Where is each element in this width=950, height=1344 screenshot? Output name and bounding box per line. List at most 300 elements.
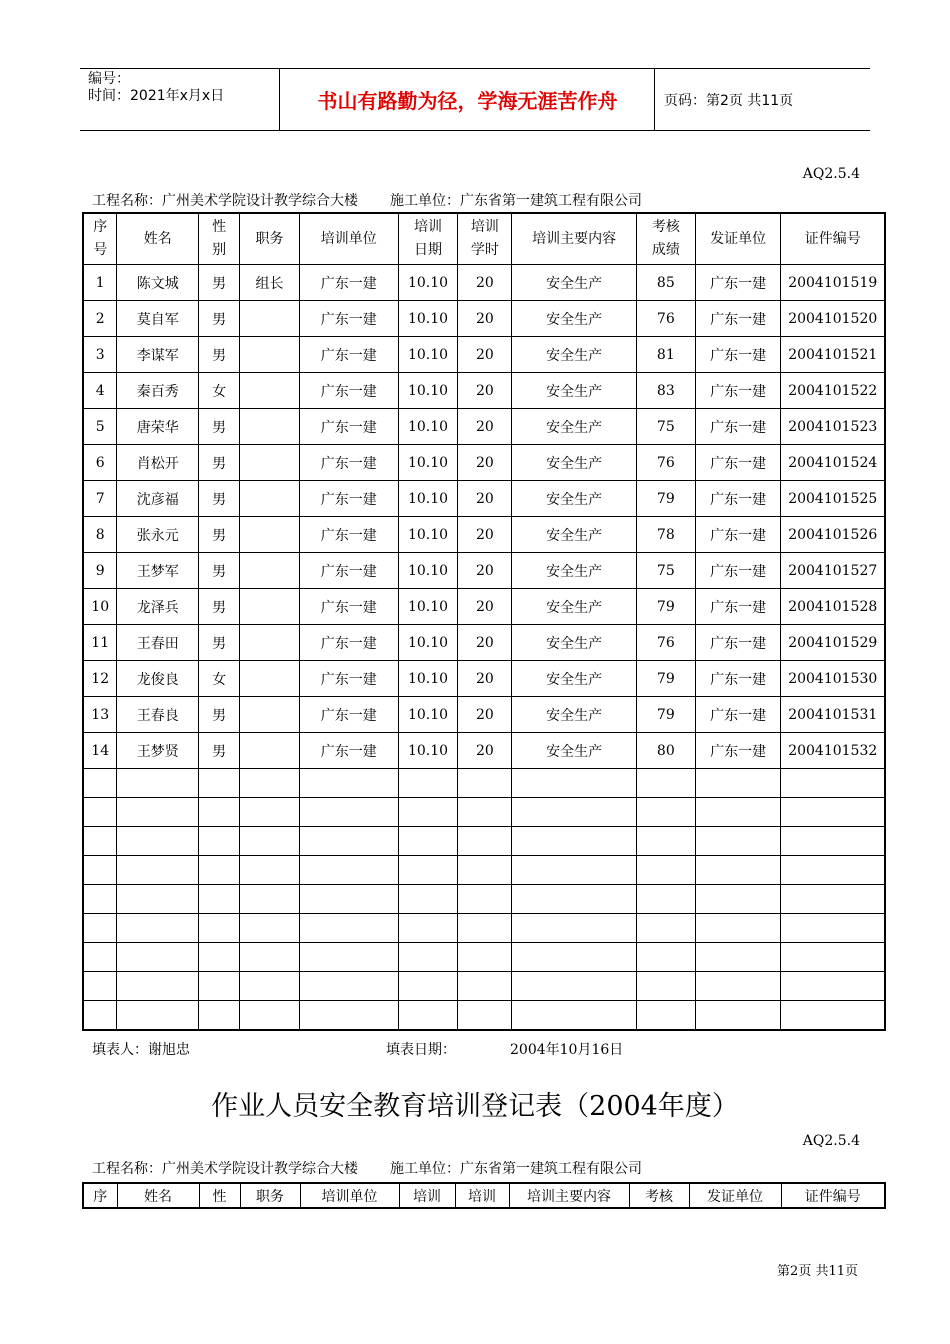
table-cell: 男 xyxy=(199,301,240,337)
training-table-2 xyxy=(82,1182,886,1209)
table-header-cell: 性 别 xyxy=(199,213,240,265)
table-cell: 安全生产 xyxy=(512,517,637,553)
table-cell: 男 xyxy=(199,481,240,517)
table-cell: 13 xyxy=(83,697,117,733)
empty-cell xyxy=(299,827,398,856)
table-cell: 2004101522 xyxy=(781,373,885,409)
empty-cell xyxy=(299,1001,398,1031)
table-cell: 20 xyxy=(458,553,512,589)
table-cell: 广东一建 xyxy=(299,661,398,697)
table-cell: 75 xyxy=(636,409,695,445)
table-cell: 20 xyxy=(458,517,512,553)
table-cell: 安全生产 xyxy=(512,301,637,337)
empty-cell xyxy=(781,856,885,885)
table-cell: 7 xyxy=(83,481,117,517)
table-cell: 安全生产 xyxy=(512,661,637,697)
empty-cell xyxy=(240,943,300,972)
table-cell: 王梦贤 xyxy=(117,733,199,769)
table-header-cell: 培训 学时 xyxy=(458,213,512,265)
empty-cell xyxy=(512,769,637,798)
empty-cell xyxy=(636,827,695,856)
empty-cell xyxy=(83,885,117,914)
table-header-cell: 发证单位 xyxy=(689,1183,781,1208)
header-motto: 书山有路勤为径，学海无涯苦作舟 xyxy=(281,69,655,130)
empty-cell xyxy=(458,798,512,827)
empty-cell xyxy=(512,798,637,827)
page-footer: 第2页 共11页 xyxy=(777,1264,858,1279)
empty-row xyxy=(83,885,885,914)
table-cell: 2004101520 xyxy=(781,301,885,337)
table-cell: 安全生产 xyxy=(512,265,637,301)
empty-row xyxy=(83,856,885,885)
empty-cell xyxy=(240,1001,300,1031)
table-cell: 20 xyxy=(458,589,512,625)
table-row xyxy=(83,445,885,481)
empty-cell xyxy=(695,769,781,798)
empty-cell xyxy=(398,827,458,856)
table-cell: 2004101526 xyxy=(781,517,885,553)
empty-cell xyxy=(398,972,458,1001)
table-cell: 广东一建 xyxy=(299,265,398,301)
empty-cell xyxy=(695,827,781,856)
table-cell: 广东一建 xyxy=(695,301,781,337)
empty-cell xyxy=(398,798,458,827)
table-cell: 广东一建 xyxy=(299,553,398,589)
empty-cell xyxy=(240,798,300,827)
table-cell: 广东一建 xyxy=(695,589,781,625)
empty-cell xyxy=(781,972,885,1001)
table-cell: 2004101531 xyxy=(781,697,885,733)
empty-cell xyxy=(512,1001,637,1031)
empty-cell xyxy=(636,972,695,1001)
table-cell: 20 xyxy=(458,661,512,697)
table-cell: 女 xyxy=(199,373,240,409)
table-cell: 2004101529 xyxy=(781,625,885,661)
table-header-cell: 培训主要内容 xyxy=(509,1183,629,1208)
table-cell: 王梦军 xyxy=(117,553,199,589)
project-line-2 xyxy=(92,1158,642,1178)
empty-cell xyxy=(199,972,240,1001)
empty-cell xyxy=(199,798,240,827)
table-cell: 10.10 xyxy=(398,445,458,481)
table-cell: 广东一建 xyxy=(299,409,398,445)
table-row xyxy=(83,409,885,445)
table-cell: 10.10 xyxy=(398,733,458,769)
table-cell: 广东一建 xyxy=(695,625,781,661)
section-title: 作业人员安全教育培训登记表（2004年度） xyxy=(211,1091,739,1122)
empty-cell xyxy=(512,885,637,914)
empty-cell xyxy=(695,943,781,972)
table-cell: 安全生产 xyxy=(512,409,637,445)
table-cell xyxy=(240,661,300,697)
table-cell: 83 xyxy=(636,373,695,409)
table-cell: 女 xyxy=(199,661,240,697)
empty-cell xyxy=(299,972,398,1001)
empty-cell xyxy=(83,914,117,943)
empty-cell xyxy=(240,769,300,798)
table-row xyxy=(83,481,885,517)
empty-cell xyxy=(117,972,199,1001)
table-cell: 广东一建 xyxy=(695,661,781,697)
table-cell: 79 xyxy=(636,481,695,517)
empty-row xyxy=(83,1001,885,1031)
table-cell: 男 xyxy=(199,589,240,625)
table-cell xyxy=(240,301,300,337)
table-cell: 5 xyxy=(83,409,117,445)
table-cell: 唐荣华 xyxy=(117,409,199,445)
table-header-cell: 培训 xyxy=(455,1183,509,1208)
table-cell: 75 xyxy=(636,553,695,589)
table-cell: 王春良 xyxy=(117,697,199,733)
table-cell: 79 xyxy=(636,661,695,697)
empty-cell xyxy=(636,943,695,972)
table-cell: 广东一建 xyxy=(299,697,398,733)
table-cell: 10.10 xyxy=(398,697,458,733)
table-cell: 安全生产 xyxy=(512,445,637,481)
table-cell: 安全生产 xyxy=(512,373,637,409)
table-header-cell: 培训主要内容 xyxy=(512,213,637,265)
empty-cell xyxy=(299,798,398,827)
empty-cell xyxy=(636,769,695,798)
empty-cell xyxy=(117,943,199,972)
table-row xyxy=(83,337,885,373)
empty-cell xyxy=(117,769,199,798)
filled-by: 填表人：谢旭忠 xyxy=(92,1042,190,1058)
table-cell: 广东一建 xyxy=(299,733,398,769)
table-cell: 男 xyxy=(199,445,240,481)
empty-cell xyxy=(695,885,781,914)
empty-cell xyxy=(458,943,512,972)
empty-cell xyxy=(117,885,199,914)
empty-cell xyxy=(299,769,398,798)
table-cell: 男 xyxy=(199,733,240,769)
empty-cell xyxy=(512,972,637,1001)
construction-unit: 施工单位：广东省第一建筑工程有限公司 xyxy=(390,193,642,209)
table-cell: 李谋军 xyxy=(117,337,199,373)
table-row xyxy=(83,625,885,661)
table-header-cell: 发证单位 xyxy=(695,213,781,265)
table-cell: 广东一建 xyxy=(695,445,781,481)
table-cell: 20 xyxy=(458,733,512,769)
table-cell: 安全生产 xyxy=(512,697,637,733)
table-cell: 安全生产 xyxy=(512,553,637,589)
empty-cell xyxy=(398,769,458,798)
empty-row xyxy=(83,972,885,1001)
empty-cell xyxy=(781,1001,885,1031)
table-cell: 男 xyxy=(199,409,240,445)
table-cell: 20 xyxy=(458,697,512,733)
table-cell: 12 xyxy=(83,661,117,697)
table-cell: 沈彦福 xyxy=(117,481,199,517)
table-cell: 20 xyxy=(458,625,512,661)
table-cell xyxy=(240,697,300,733)
table-header-cell: 职务 xyxy=(240,213,300,265)
construction-unit-2: 施工单位：广东省第一建筑工程有限公司 xyxy=(390,1161,642,1177)
table-cell: 20 xyxy=(458,301,512,337)
table-cell xyxy=(240,553,300,589)
table-cell: 张永元 xyxy=(117,517,199,553)
empty-cell xyxy=(695,798,781,827)
table-cell: 10.10 xyxy=(398,481,458,517)
doc-number-label: 编号： xyxy=(88,71,130,87)
table-cell: 安全生产 xyxy=(512,589,637,625)
table-cell: 14 xyxy=(83,733,117,769)
empty-cell xyxy=(458,885,512,914)
table-header-row xyxy=(83,213,885,265)
table-cell: 广东一建 xyxy=(695,697,781,733)
table-cell xyxy=(240,445,300,481)
table-cell: 20 xyxy=(458,337,512,373)
empty-cell xyxy=(240,914,300,943)
table-cell xyxy=(240,733,300,769)
table-cell: 20 xyxy=(458,373,512,409)
form-code-2: AQ2.5.4 xyxy=(802,1133,860,1149)
empty-cell xyxy=(199,856,240,885)
empty-cell xyxy=(240,972,300,1001)
table-cell: 男 xyxy=(199,265,240,301)
empty-cell xyxy=(199,1001,240,1031)
empty-cell xyxy=(458,972,512,1001)
table-cell: 79 xyxy=(636,697,695,733)
table-row xyxy=(83,301,885,337)
table-cell: 男 xyxy=(199,517,240,553)
table-cell xyxy=(240,481,300,517)
table-cell: 8 xyxy=(83,517,117,553)
table-cell: 2004101521 xyxy=(781,337,885,373)
empty-cell xyxy=(512,856,637,885)
empty-cell xyxy=(695,856,781,885)
table-cell: 安全生产 xyxy=(512,481,637,517)
empty-cell xyxy=(117,827,199,856)
table-cell: 3 xyxy=(83,337,117,373)
empty-row xyxy=(83,798,885,827)
table-cell xyxy=(240,517,300,553)
table-header-cell: 性 xyxy=(199,1183,240,1208)
table-cell: 龙俊良 xyxy=(117,661,199,697)
empty-cell xyxy=(636,885,695,914)
table-header-cell: 培训单位 xyxy=(300,1183,399,1208)
empty-cell xyxy=(240,856,300,885)
table-cell: 男 xyxy=(199,697,240,733)
table-cell xyxy=(240,589,300,625)
empty-cell xyxy=(117,856,199,885)
table-cell: 2004101524 xyxy=(781,445,885,481)
table-row xyxy=(83,373,885,409)
table-row xyxy=(83,553,885,589)
training-table xyxy=(82,212,886,1031)
table-cell: 龙泽兵 xyxy=(117,589,199,625)
empty-cell xyxy=(117,914,199,943)
fill-date-label: 填表日期： xyxy=(386,1042,456,1058)
table-cell: 广东一建 xyxy=(299,301,398,337)
page-header xyxy=(80,68,870,131)
table-header-cell: 证件编号 xyxy=(781,213,885,265)
table-cell: 10.10 xyxy=(398,661,458,697)
empty-cell xyxy=(199,943,240,972)
table-cell: 广东一建 xyxy=(695,265,781,301)
empty-cell xyxy=(781,885,885,914)
table-cell: 79 xyxy=(636,589,695,625)
table-cell: 广东一建 xyxy=(695,337,781,373)
table-cell: 20 xyxy=(458,445,512,481)
empty-cell xyxy=(299,885,398,914)
empty-cell xyxy=(83,972,117,1001)
empty-cell xyxy=(240,885,300,914)
table-row xyxy=(83,661,885,697)
empty-cell xyxy=(83,856,117,885)
empty-cell xyxy=(636,1001,695,1031)
table-header-cell: 培训 日期 xyxy=(398,213,458,265)
empty-cell xyxy=(781,914,885,943)
table-cell: 肖松开 xyxy=(117,445,199,481)
table-cell: 莫自军 xyxy=(117,301,199,337)
empty-row xyxy=(83,914,885,943)
table-cell: 20 xyxy=(458,265,512,301)
table-cell: 男 xyxy=(199,553,240,589)
table-header-cell: 考核 xyxy=(629,1183,689,1208)
empty-cell xyxy=(512,827,637,856)
empty-cell xyxy=(398,1001,458,1031)
empty-row xyxy=(83,943,885,972)
empty-cell xyxy=(398,943,458,972)
table-cell: 2004101525 xyxy=(781,481,885,517)
table-cell: 76 xyxy=(636,445,695,481)
table-cell: 广东一建 xyxy=(695,733,781,769)
table-cell: 10 xyxy=(83,589,117,625)
time-label: 时间：2021年x月x日 xyxy=(88,88,225,104)
table-cell: 广东一建 xyxy=(299,517,398,553)
table-row xyxy=(83,589,885,625)
table-cell: 2004101530 xyxy=(781,661,885,697)
fill-date: 2004年10月16日 xyxy=(510,1042,624,1058)
table-cell: 10.10 xyxy=(398,265,458,301)
table-cell: 78 xyxy=(636,517,695,553)
empty-cell xyxy=(398,885,458,914)
empty-cell xyxy=(299,943,398,972)
empty-row xyxy=(83,827,885,856)
header-meta xyxy=(80,69,280,130)
table-cell: 秦百秀 xyxy=(117,373,199,409)
table-header-cell: 考核 成绩 xyxy=(636,213,695,265)
empty-cell xyxy=(512,943,637,972)
form-code: AQ2.5.4 xyxy=(802,166,860,182)
empty-cell xyxy=(636,798,695,827)
empty-cell xyxy=(299,914,398,943)
table-cell: 6 xyxy=(83,445,117,481)
empty-cell xyxy=(398,914,458,943)
table-cell: 广东一建 xyxy=(299,589,398,625)
table-row xyxy=(83,733,885,769)
table-cell: 安全生产 xyxy=(512,625,637,661)
table-row xyxy=(83,697,885,733)
table-cell: 广东一建 xyxy=(695,481,781,517)
table-cell: 2004101527 xyxy=(781,553,885,589)
table-header-cell: 培训 xyxy=(399,1183,455,1208)
table-cell: 9 xyxy=(83,553,117,589)
empty-cell xyxy=(512,914,637,943)
table-cell: 男 xyxy=(199,625,240,661)
table-header-cell: 姓名 xyxy=(117,213,199,265)
table-cell: 4 xyxy=(83,373,117,409)
empty-row xyxy=(83,769,885,798)
empty-cell xyxy=(83,943,117,972)
empty-cell xyxy=(398,856,458,885)
empty-cell xyxy=(83,1001,117,1031)
table-cell: 10.10 xyxy=(398,625,458,661)
empty-cell xyxy=(117,798,199,827)
empty-cell xyxy=(458,769,512,798)
empty-cell xyxy=(781,798,885,827)
table-header-cell: 职务 xyxy=(240,1183,300,1208)
empty-cell xyxy=(240,827,300,856)
table-header-cell: 序 号 xyxy=(83,213,117,265)
table-header-cell: 培训单位 xyxy=(299,213,398,265)
table-cell: 11 xyxy=(83,625,117,661)
table-cell: 10.10 xyxy=(398,409,458,445)
table-header-cell: 序 xyxy=(83,1183,117,1208)
table-row xyxy=(83,265,885,301)
empty-cell xyxy=(695,1001,781,1031)
empty-cell xyxy=(781,827,885,856)
table-cell: 组长 xyxy=(240,265,300,301)
empty-cell xyxy=(636,856,695,885)
table-cell: 2 xyxy=(83,301,117,337)
table-cell: 2004101523 xyxy=(781,409,885,445)
table-cell: 陈文城 xyxy=(117,265,199,301)
empty-cell xyxy=(458,1001,512,1031)
project-line xyxy=(92,190,642,210)
empty-cell xyxy=(199,827,240,856)
table-cell xyxy=(240,409,300,445)
empty-cell xyxy=(695,914,781,943)
table-cell: 10.10 xyxy=(398,553,458,589)
table-cell: 10.10 xyxy=(398,517,458,553)
empty-cell xyxy=(636,914,695,943)
table-cell: 10.10 xyxy=(398,589,458,625)
table-cell: 81 xyxy=(636,337,695,373)
table-header-row xyxy=(83,1183,885,1208)
table-cell: 10.10 xyxy=(398,373,458,409)
table-cell: 10.10 xyxy=(398,337,458,373)
table-cell: 广东一建 xyxy=(299,625,398,661)
table-row xyxy=(83,517,885,553)
table-cell: 广东一建 xyxy=(299,445,398,481)
table-cell: 20 xyxy=(458,409,512,445)
table-cell xyxy=(240,625,300,661)
table-cell: 80 xyxy=(636,733,695,769)
table-cell: 2004101519 xyxy=(781,265,885,301)
table-cell: 广东一建 xyxy=(299,373,398,409)
table-cell: 20 xyxy=(458,481,512,517)
table-cell: 10.10 xyxy=(398,301,458,337)
empty-cell xyxy=(199,914,240,943)
table-cell: 85 xyxy=(636,265,695,301)
table-cell: 2004101532 xyxy=(781,733,885,769)
project-name: 工程名称：广州美术学院设计教学综合大楼 xyxy=(92,193,358,209)
table-cell: 1 xyxy=(83,265,117,301)
header-page-info: 页码：第2页 共11页 xyxy=(664,92,794,109)
table-cell: 安全生产 xyxy=(512,337,637,373)
table-cell: 广东一建 xyxy=(695,373,781,409)
table-cell: 广东一建 xyxy=(299,337,398,373)
empty-cell xyxy=(83,827,117,856)
empty-cell xyxy=(781,943,885,972)
empty-cell xyxy=(83,798,117,827)
empty-cell xyxy=(781,769,885,798)
table-cell: 广东一建 xyxy=(695,409,781,445)
empty-cell xyxy=(199,885,240,914)
table-cell: 广东一建 xyxy=(695,517,781,553)
